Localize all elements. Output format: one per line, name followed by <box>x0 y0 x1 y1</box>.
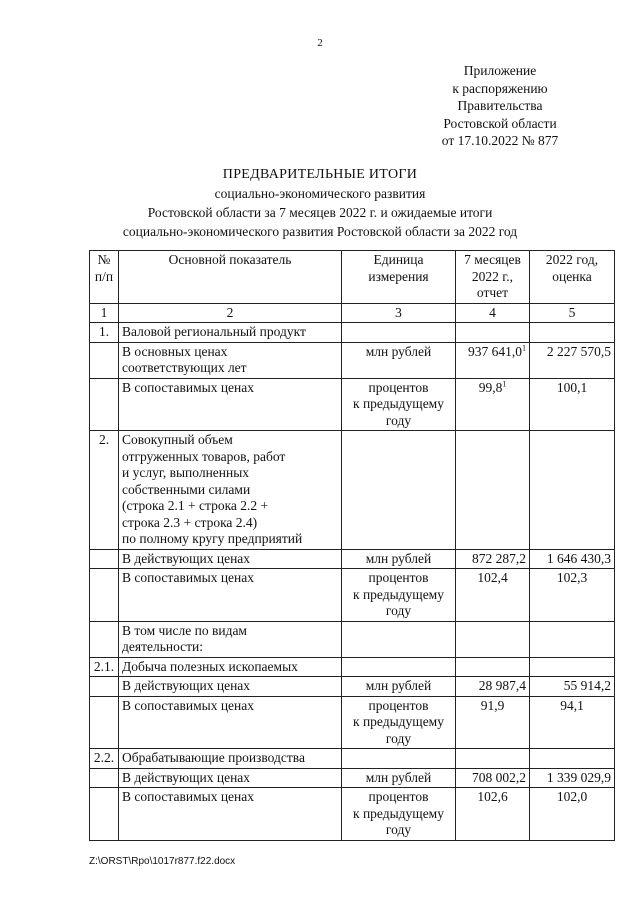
title-subline: социально-экономического развития Ростовской области за 2022 год <box>122 224 518 239</box>
report-value <box>456 569 530 622</box>
column-numbers-row <box>90 303 615 323</box>
report-value-text: 102,6 <box>477 789 508 804</box>
estimate-value <box>530 378 615 431</box>
approval-line: от 17.10.2022 № 877 <box>441 133 559 148</box>
indicator-name-text: В сопоставимых ценах <box>122 379 255 395</box>
row-number-text: 2.1. <box>93 658 115 674</box>
estimate-value <box>530 768 615 788</box>
indicator-name <box>119 677 342 697</box>
estimate-value <box>530 549 615 569</box>
unit-cell-text: млн рублей <box>365 343 432 359</box>
indicator-name-text: В действующих ценах <box>122 769 251 785</box>
approval-block <box>416 62 584 150</box>
indicator-name-text: В том числе по видам деятельности: <box>122 622 247 654</box>
indicator-name <box>119 342 342 378</box>
table-row <box>90 342 615 378</box>
row-number <box>90 657 119 677</box>
estimate-value <box>530 657 615 677</box>
unit-cell-text: процентов к предыдущему году <box>353 570 444 618</box>
indicator-name-text: Добыча полезных ископаемых <box>122 658 298 674</box>
estimate-value-text: 2 227 570,5 <box>546 343 611 359</box>
unit-cell-text: млн рублей <box>365 769 432 785</box>
row-number <box>90 431 119 550</box>
unit-cell <box>342 657 456 677</box>
report-value-text: 28 987,4 <box>478 678 526 693</box>
indicator-name <box>119 657 342 677</box>
row-number <box>90 549 119 569</box>
unit-cell <box>342 621 456 657</box>
approval-line: Правительства <box>457 98 543 113</box>
unit-cell <box>342 342 456 378</box>
row-number-text: 2.2. <box>93 750 115 765</box>
indicator-name <box>119 621 342 657</box>
report-value <box>456 768 530 788</box>
report-value <box>456 431 530 550</box>
row-number-text: 2. <box>98 432 110 447</box>
estimate-value-text: 1 646 430,3 <box>546 550 611 566</box>
unit-cell <box>342 378 456 431</box>
indicator-name-text: В сопоставимых ценах <box>122 789 255 804</box>
report-value-text: 937 641,0 <box>468 343 522 359</box>
unit-cell <box>342 569 456 622</box>
report-value-text: 872 287,2 <box>472 550 526 566</box>
estimate-value <box>530 749 615 769</box>
estimate-value-text: 100,1 <box>556 379 588 395</box>
approval-line: Приложение <box>463 63 537 78</box>
estimate-value <box>530 342 615 378</box>
unit-cell-text: млн рублей <box>365 678 432 693</box>
report-value <box>456 657 530 677</box>
indicators-table <box>89 250 615 841</box>
indicator-name-text: В действующих ценах <box>122 550 251 566</box>
row-number-text: 1. <box>98 324 110 339</box>
report-value <box>456 549 530 569</box>
report-value-text: 99,8 <box>478 379 503 395</box>
approval-line: Ростовской области <box>443 115 557 131</box>
column-number: 5 <box>530 303 615 323</box>
unit-cell-text: процентов к предыдущему году <box>353 789 444 837</box>
indicator-name <box>119 768 342 788</box>
estimate-value <box>530 788 615 841</box>
title-subline: социально-экономического развития <box>214 186 426 201</box>
report-value <box>456 677 530 697</box>
row-number <box>90 621 119 657</box>
unit-cell <box>342 788 456 841</box>
unit-cell-text: млн рублей <box>365 550 432 566</box>
estimate-value <box>530 431 615 550</box>
estimate-value-text: 102,0 <box>556 789 588 804</box>
unit-cell <box>342 549 456 569</box>
row-number <box>90 323 119 343</box>
estimate-value <box>530 677 615 697</box>
indicator-name-text: В основных ценах соответствующих лет <box>122 343 247 375</box>
indicator-name-text: В сопоставимых ценах <box>122 570 255 585</box>
estimate-value <box>530 323 615 343</box>
table-row <box>90 378 615 431</box>
row-number <box>90 696 119 749</box>
indicator-name <box>119 431 342 550</box>
indicator-name <box>119 378 342 431</box>
unit-cell <box>342 749 456 769</box>
header-report: 7 месяцев 2022 г., отчет <box>456 251 530 304</box>
footnote-mark: 1 <box>522 343 526 352</box>
file-path-footer: Z:\ORST\Rpo\1017r877.f22.docx <box>89 856 236 867</box>
indicator-name <box>119 323 342 343</box>
table-body <box>90 323 615 841</box>
title-main: ПРЕДВАРИТЕЛЬНЫЕ ИТОГИ <box>222 167 418 182</box>
indicator-name-text: Совокупный объем отгруженных товаров, работ и услуг, выполненных собственными силами (строка 2.1 + строка 2.2 + строка 2.3 + строка 2.4) по полному кругу предприятий <box>122 432 303 546</box>
indicator-name <box>119 549 342 569</box>
unit-cell <box>342 431 456 550</box>
title-subline: Ростовской области за 7 месяцев 2022 г. и ожидаемые итоги <box>147 205 493 220</box>
report-value-text: 708 002,2 <box>472 769 526 785</box>
page-number: 2 <box>317 37 323 49</box>
approval-line: к распоряжению <box>452 80 548 96</box>
report-value <box>456 378 530 431</box>
estimate-value <box>530 621 615 657</box>
column-number: 3 <box>342 303 456 323</box>
report-value <box>456 788 530 841</box>
estimate-value-text: 102,3 <box>556 570 588 585</box>
indicator-name <box>119 696 342 749</box>
footnote-mark: 1 <box>502 379 507 388</box>
table-row <box>90 569 615 622</box>
table-row <box>90 657 615 677</box>
report-value <box>456 696 530 749</box>
row-number <box>90 788 119 841</box>
column-number: 1 <box>90 303 119 323</box>
table-row <box>90 788 615 841</box>
column-number: 4 <box>456 303 530 323</box>
header-num: № п/п <box>90 251 119 304</box>
indicator-name-text: Обрабатывающие производства <box>122 750 305 765</box>
report-value <box>456 342 530 378</box>
estimate-value-text: 55 914,2 <box>563 678 611 693</box>
table-row <box>90 768 615 788</box>
indicator-name-text: В действующих ценах <box>122 678 251 693</box>
row-number <box>90 749 119 769</box>
table-row <box>90 696 615 749</box>
unit-cell <box>342 696 456 749</box>
unit-cell <box>342 768 456 788</box>
table-row <box>90 749 615 769</box>
unit-cell <box>342 323 456 343</box>
header-estimate: 2022 год, оценка <box>530 251 615 304</box>
estimate-value <box>530 696 615 749</box>
unit-cell-text: процентов к предыдущему году <box>353 379 444 428</box>
report-value-text: 102,4 <box>477 570 508 585</box>
table-row <box>90 677 615 697</box>
header-indicator: Основной показатель <box>119 251 342 304</box>
row-number <box>90 378 119 431</box>
table-row <box>90 323 615 343</box>
estimate-value <box>530 569 615 622</box>
column-number: 2 <box>119 303 342 323</box>
row-number <box>90 677 119 697</box>
indicator-name <box>119 788 342 841</box>
indicator-name <box>119 749 342 769</box>
row-number <box>90 569 119 622</box>
table-row <box>90 431 615 550</box>
table-row <box>90 549 615 569</box>
row-number <box>90 768 119 788</box>
table-header-row <box>90 251 615 304</box>
estimate-value-text: 1 339 029,9 <box>546 769 611 785</box>
report-value-text: 91,9 <box>480 697 505 713</box>
indicator-name <box>119 569 342 622</box>
unit-cell <box>342 677 456 697</box>
estimate-value-text: 94,1 <box>560 697 584 713</box>
row-number <box>90 342 119 378</box>
report-value <box>456 323 530 343</box>
indicator-name-text: Валовой региональный продукт <box>122 324 306 339</box>
report-value <box>456 749 530 769</box>
indicator-name-text: В сопоставимых ценах <box>122 697 255 713</box>
header-unit: Единица измерения <box>342 251 456 304</box>
document-title <box>0 165 640 241</box>
unit-cell-text: процентов к предыдущему году <box>353 697 444 746</box>
table-row <box>90 621 615 657</box>
report-value <box>456 621 530 657</box>
